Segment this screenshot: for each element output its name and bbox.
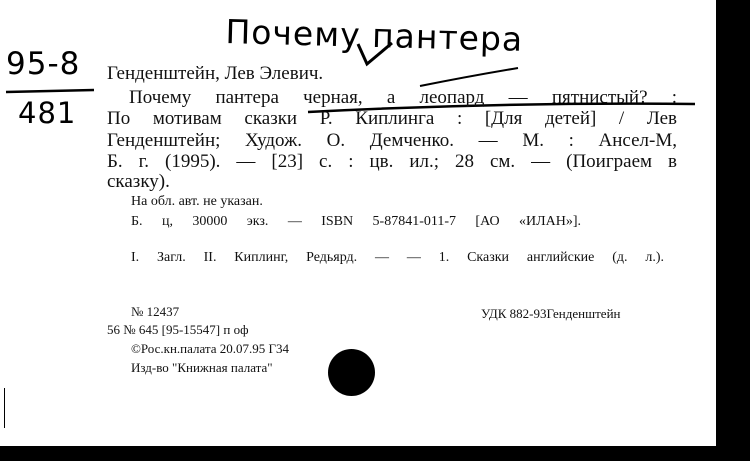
call-number-bottom: 481 (18, 96, 77, 130)
description-line-1: По мотивам сказки Р. Киплинга : [Для детей] / Лев (107, 108, 677, 129)
title-line: Почему пантера черная, а леопард — пятнистый? : (129, 87, 677, 108)
note-line-2: Б. ц, 30000 экз. — ISBN 5-87841-011-7 [АО «ИЛАН»]. (131, 214, 581, 229)
description-line-2: Генденштейн; Худож. О. Демченко. — М. : Ансел-М, (107, 130, 677, 151)
author-heading: Генденштейн, Лев Элевич. (107, 63, 324, 84)
note-line-1: На обл. авт. не указан. (131, 194, 263, 209)
copyright-line: ©Рос.кн.палата 20.07.95 Г34 (131, 341, 290, 356)
number-2: 56 № 645 [95-15547] п оф (107, 322, 249, 337)
description-line-4: сказку). (107, 171, 170, 192)
tracings: I. Загл. II. Киплинг, Редьярд. — — 1. Сказки английские (д. л.). (131, 250, 664, 265)
publisher-line: Изд-во "Книжная палата" (131, 360, 273, 375)
description-line-3: Б. г. (1995). — [23] с. : цв. ил.; 28 см. — (Поиграем в (107, 151, 677, 172)
card-edge-mark (4, 388, 5, 428)
ink-blot (328, 349, 375, 396)
number-1: № 12437 (131, 304, 180, 319)
call-number-top: 95-8 (6, 46, 81, 82)
handwritten-title: Почему пантера (224, 12, 524, 59)
udc-line: УДК 882-93Генденштейн (481, 306, 621, 321)
